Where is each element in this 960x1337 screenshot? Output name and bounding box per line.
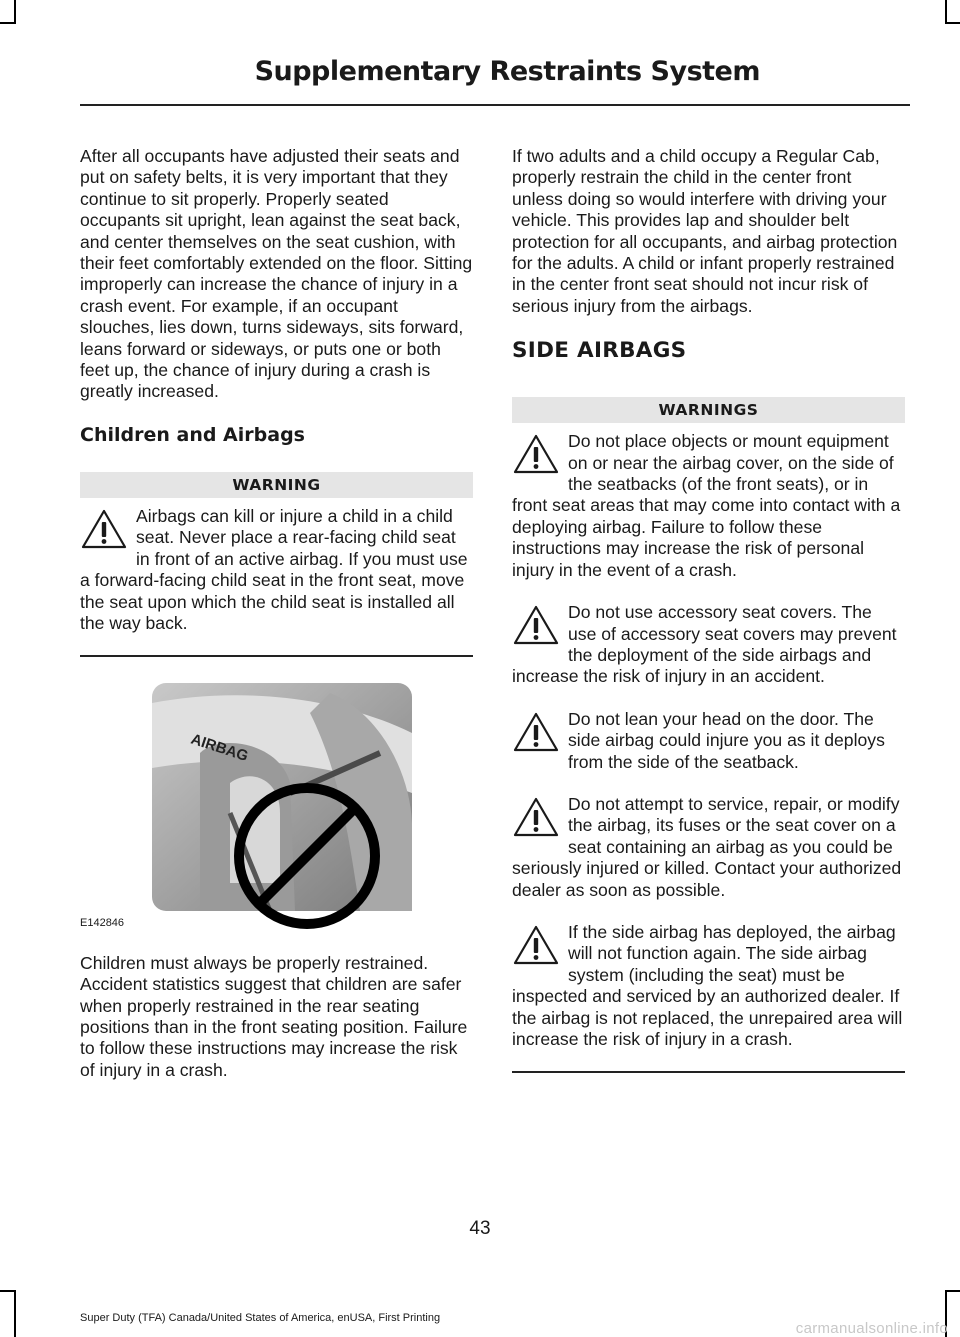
- right-column: [512, 146, 905, 1089]
- intro-paragraph: After all occupants have adjusted their seats and put on safety belts, it is very important that they continue to sit properly. Properly seated occupants sit upright, lean against the seat back, and center themselves on the seat cushion, with their feet comfortably extended on the floor. Sitting improperly can increase the chance of injury in a crash event. For example, if an occupant slouches, lies down, turns sideways, sits forward, leans forward or sideways, or puts one or both feet up, the chance of injury during a crash is greatly increased.: [80, 146, 473, 402]
- children-paragraph: Children must always be properly restrained. Accident statistics suggest that children are safer when properly restrained in the rear seating positions than in the front seating position. Failure to follow these instructions may increase the risk of injury in a crash.: [80, 952, 468, 1080]
- warning-bar: WARNING: [80, 472, 473, 498]
- footer-edition-text: Super Duty (TFA) Canada/United States of America, enUSA, First Printing: [80, 1312, 441, 1324]
- watermark: carmanualsonline.info: [795, 1320, 948, 1337]
- airbag-label: AIRBAG: [188, 730, 251, 765]
- warning-item: [512, 431, 905, 581]
- warning-item: [512, 602, 905, 688]
- side-airbags-heading: SIDE AIRBAGS: [512, 338, 687, 364]
- crop-mark: [945, 0, 947, 24]
- warning-triangle-icon: [512, 711, 560, 753]
- crop-mark: [945, 22, 960, 24]
- warning-triangle-icon: [80, 508, 128, 550]
- warning-triangle-icon: [512, 433, 560, 475]
- header-divider: [80, 104, 910, 106]
- warning-text: Do not lean your head on the door. The side airbag could injure you as it deploys from the side of the seatback.: [568, 708, 885, 772]
- page-title: Supplementary Restraints System: [254, 56, 760, 87]
- warning-text: Do not place objects or mount equipment on or near the airbag cover, on the side of the seatbacks (of the front seats), or in front seat areas that may come into contact with a deploying airbag. Failure to follow these instructions may increase the risk of personal injury in the event of a crash.: [512, 431, 901, 580]
- crop-mark: [0, 1290, 16, 1292]
- warnings-bar: WARNINGS: [512, 397, 905, 423]
- figure-drawing: [80, 673, 473, 933]
- crop-mark: [14, 0, 16, 24]
- warning-triangle-icon: [512, 924, 560, 966]
- crop-mark: [14, 1290, 16, 1337]
- crop-mark: [945, 1290, 960, 1292]
- children-airbags-heading: Children and Airbags: [80, 423, 305, 446]
- warning-text: If the side airbag has deployed, the airbag will not function again. The side airbag system (including the seat) must be inspected and serviced by an authorized dealer. If the airbag is not replaced, the unrepaired area will increase the risk of injury in a crash.: [512, 921, 903, 1049]
- warning-triangle-icon: [512, 796, 560, 838]
- left-column: [80, 146, 473, 1102]
- warning-text: Do not use accessory seat covers. The use of accessory seat covers may prevent the deployment of the side airbags and increase the risk of injury in an accident.: [512, 602, 897, 687]
- warning-triangle-icon: [512, 604, 560, 646]
- warning-text: Do not attempt to service, repair, or modify the airbag, its fuses or the seat cover on a seat containing an airbag as you could be seriously injured or killed. Contact your authorized dealer as soon as possible.: [512, 793, 902, 900]
- warning-item: [512, 794, 905, 901]
- section-divider: [80, 655, 473, 657]
- section-divider: [512, 1071, 905, 1073]
- figure-id: E142846: [80, 916, 125, 929]
- regular-cab-paragraph: If two adults and a child occupy a Regular Cab, properly restrain the child in the center front unless doing so would interfere with driving your vehicle. This provides lap and shoulder belt protection for all occupants, and airbag protection for the adults. A child or infant properly restrained in the center front seat should not incur risk of serious injury from the airbags.: [512, 146, 898, 316]
- warning-item: [80, 506, 473, 634]
- crop-mark: [0, 22, 16, 24]
- warning-text: Airbags can kill or injure a child in a child seat. Never place a rear-facing child seat in front of an active airbag. If you must use a forward-facing child seat in the front seat, move the seat upon which the child seat is installed all the way back.: [80, 505, 468, 633]
- page-number: 43: [469, 1218, 491, 1239]
- warning-item: [512, 922, 905, 1050]
- warning-item: [512, 709, 905, 773]
- child-seat-airbag-illustration: [80, 673, 473, 933]
